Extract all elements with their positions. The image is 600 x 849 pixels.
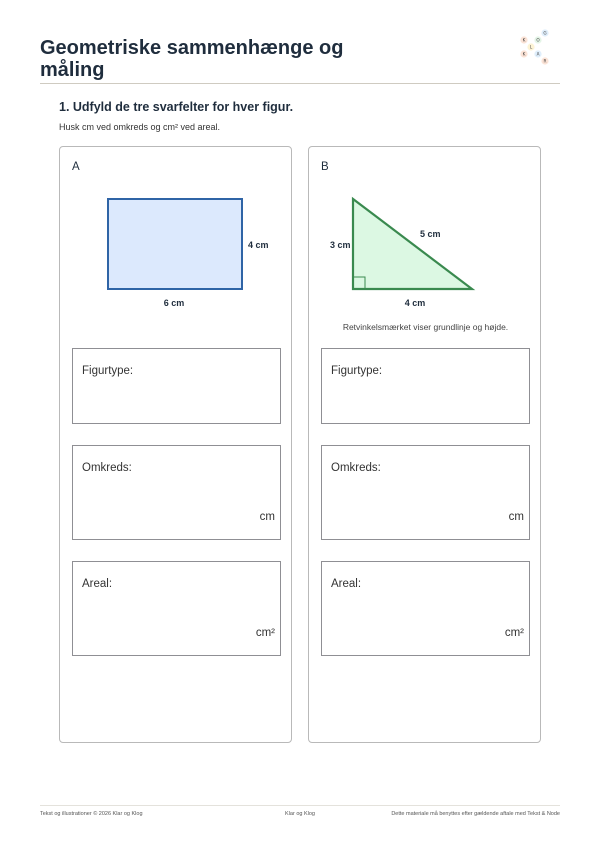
logo-letter: L — [529, 44, 533, 50]
answer-box-omkreds[interactable] — [321, 445, 530, 540]
rectangle-figure — [60, 147, 293, 347]
logo-letter: R — [543, 58, 547, 64]
footer-license: Dette materiale må benyttes efter gældende aftale med Tekst & Node — [391, 811, 560, 817]
answer-box-omkreds[interactable] — [72, 445, 281, 540]
answer-box-unit: cm² — [255, 627, 275, 639]
answer-box-label: Areal: — [82, 578, 113, 590]
logo-letter: O — [536, 37, 540, 43]
figure-note: Retvinkelsmærket viser grundlinje og højde. — [342, 322, 509, 332]
logo-letter: G — [543, 30, 547, 36]
figure-card-a — [59, 146, 292, 743]
triangle-hypotenuse-label: 5 cm — [420, 229, 441, 239]
answer-box-areal[interactable] — [72, 561, 281, 656]
answer-box-areal[interactable] — [321, 561, 530, 656]
triangle-figure — [309, 147, 542, 347]
answer-box-unit: cm² — [504, 627, 524, 639]
footer-brand: Klar og Klog — [285, 811, 315, 817]
rectangle-shape — [108, 199, 242, 289]
logo-letter: K — [522, 51, 526, 57]
rectangle-side-label: 4 cm — [248, 240, 269, 250]
logo — [514, 27, 554, 69]
answer-box-label: Omkreds: — [331, 462, 381, 474]
triangle-shape — [353, 199, 472, 289]
answer-box-unit: cm — [508, 511, 524, 523]
card-letter: B — [321, 161, 329, 173]
card-letter: A — [72, 161, 80, 173]
page-title: Geometriske sammenhænge og måling — [40, 37, 344, 81]
figure-card-b — [308, 146, 541, 743]
question-hint: Husk cm ved omkreds og cm² ved areal. — [59, 122, 221, 132]
rectangle-bottom-label: 6 cm — [163, 298, 185, 308]
answer-box-label: Figurtype: — [331, 365, 383, 377]
triangle-base-label: 4 cm — [404, 298, 426, 308]
logo-letter: K — [522, 37, 526, 43]
answer-box-figurtype[interactable] — [321, 348, 530, 424]
answer-box-figurtype[interactable] — [72, 348, 281, 424]
footer-copyright: Tekst og illustrationer © 2026 Klar og Klog — [40, 811, 143, 817]
answer-box-label: Figurtype: — [82, 365, 134, 377]
footer-divider — [40, 805, 560, 806]
logo-letter: A — [536, 51, 540, 57]
answer-box-label: Omkreds: — [82, 462, 132, 474]
answer-box-unit: cm — [259, 511, 275, 523]
header-divider — [40, 83, 560, 84]
answer-box-label: Areal: — [331, 578, 362, 590]
question-title: 1. Udfyld de tre svarfelter for hver figur. — [59, 100, 294, 114]
triangle-height-label: 3 cm — [330, 240, 351, 250]
